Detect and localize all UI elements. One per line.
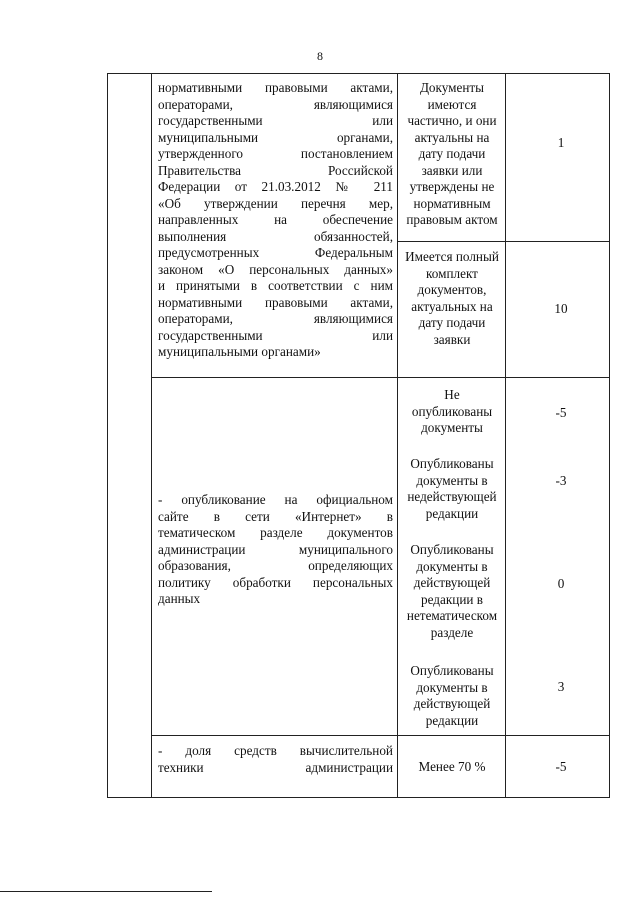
criterion-text <box>158 492 393 608</box>
text-line: тематическом разделе документов <box>158 525 393 540</box>
text-line: муниципальными органами, <box>158 129 393 145</box>
option-text: Опубликованы документы в действующей редакции в нетематическом разделе <box>406 542 498 640</box>
page-number: 8 <box>317 49 323 63</box>
criterion-text <box>158 743 393 776</box>
column-divider <box>397 73 398 798</box>
text-line: техники администрации <box>158 759 393 775</box>
row-divider <box>398 241 609 242</box>
score-value: -5 <box>555 759 567 774</box>
option-text: Документы имеются частично, и они актуальны на дату подачи заявки или утверждены не нормативным правовым актом <box>406 80 498 227</box>
option-text: Опубликованы документы в недействующей редакции <box>407 456 497 521</box>
table-border <box>107 797 610 798</box>
score-value: -5 <box>555 405 567 420</box>
score-value: 10 <box>554 301 568 316</box>
row-divider <box>151 377 609 378</box>
text-line: политику обработки персональных <box>158 574 393 590</box>
criteria-table <box>107 73 610 798</box>
text-line: предусмотренных Федеральным <box>158 245 393 260</box>
text-line: и принятыми в соответствии с ним <box>158 278 393 293</box>
option-text: Имеется полный комплект документов, актуальных на дату подачи заявки <box>405 249 499 347</box>
column-divider <box>505 73 506 798</box>
text-line: сайте в сети «Интернет» в <box>158 508 393 524</box>
text-line: Правительства Российской <box>158 162 393 178</box>
option-text: Опубликованы документы в действующей редакции <box>410 663 494 728</box>
score-value: 3 <box>557 679 565 694</box>
text-line: направленных на обеспечение <box>158 212 393 227</box>
text-line: государственными или <box>158 113 393 128</box>
footer-rule <box>0 891 212 892</box>
text-line: образования, определяющих <box>158 558 393 573</box>
row-divider <box>151 735 609 736</box>
text-line: выполнения обязанностей, <box>158 228 393 244</box>
score-value: -3 <box>555 473 567 488</box>
text-line: нормативными правовыми актами, <box>158 80 393 95</box>
option-text: Не опубликованы документы <box>411 387 493 435</box>
text-line: - доля средств вычислительной <box>158 743 393 758</box>
column-divider <box>151 73 152 798</box>
text-line: нормативными правовыми актами, <box>158 294 393 310</box>
text-line: данных <box>158 591 201 606</box>
text-line: утвержденного постановлением <box>158 146 393 161</box>
text-line: операторами, являющимися <box>158 311 393 326</box>
text-line: государственными или <box>158 327 393 343</box>
score-value: 0 <box>557 576 565 591</box>
text-line: муниципальными органами» <box>158 344 321 359</box>
text-line: - опубликование на официальном <box>158 492 393 507</box>
option-text: Менее 70 % <box>418 759 486 774</box>
text-line: администрации муниципального <box>158 541 393 557</box>
table-border <box>107 73 610 74</box>
text-line: «Об утверждении перечня мер, <box>158 195 393 211</box>
text-line: операторами, являющимися <box>158 96 393 112</box>
table-border <box>107 73 108 798</box>
criterion-text <box>158 80 393 361</box>
text-line: Федерации от 21.03.2012 № 211 <box>158 179 393 194</box>
score-value: 1 <box>557 135 565 150</box>
text-line: законом «О персональных данных» <box>158 261 393 277</box>
